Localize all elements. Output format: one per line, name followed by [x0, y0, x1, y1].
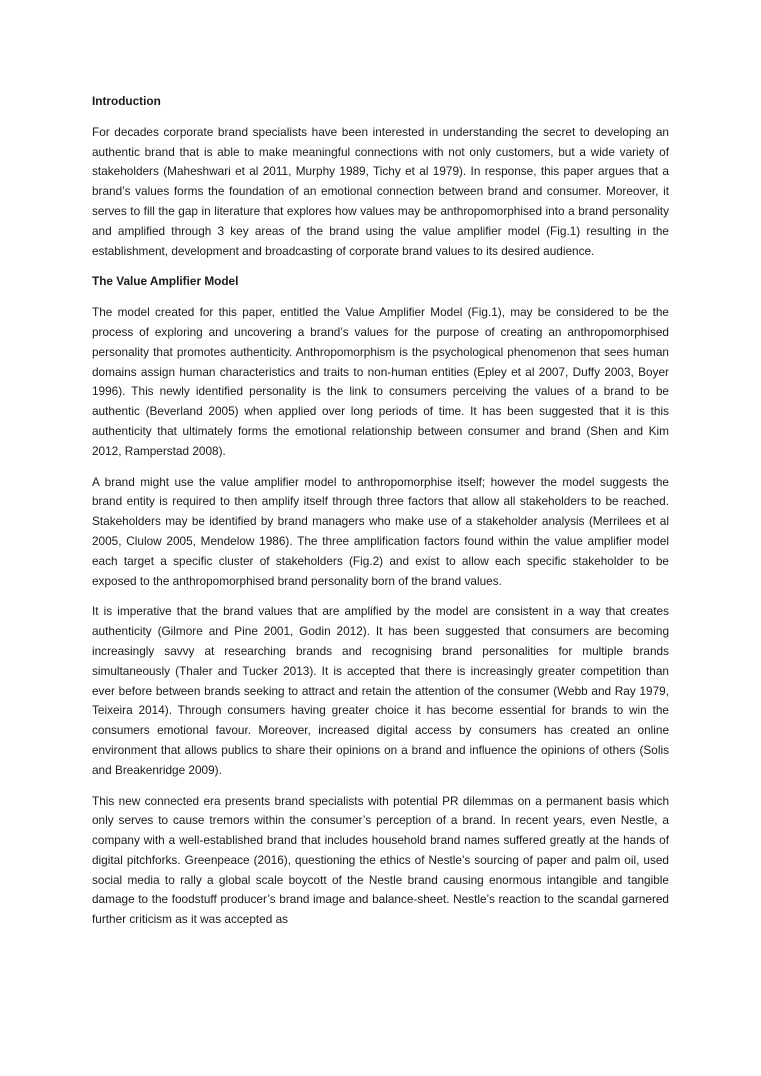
paragraph-model-definition: The model created for this paper, entitled the Value Amplifier Model (Fig.1), may be considered to be the process of exploring and uncovering a brand’s values for the purpose of creating an anthropomorphised personality that promotes authenticity. Anthropomorphism is the psychological phenomenon that sees human domains assign human characteristics and traits to non-human entities (Epley et al 2007, Duffy 2003, Boyer 1996). This newly identified personality is the link to consumers perceiving the values of a brand to be authentic (Beverland 2005) when applied over long periods of time. It has been suggested that it is this authenticity that ultimately forms the emotional relationship between consumer and brand (Shen and Kim 2012, Ramperstad 2008). — [92, 305, 669, 458]
section-heading-value-amplifier-model: The Value Amplifier Model — [92, 274, 239, 289]
paragraph-amplification-factors: A brand might use the value amplifier model to anthropomorphise itself; however the model suggests the brand entity is required to then amplify itself through three factors that allow all stakeholders to be reached. Stakeholders may be identified by brand managers who make use of a stakeholder analysis (Merrilees et al 2005, Clulow 2005, Mendelow 1986). The three amplification factors found within the value amplifier model each target a specific cluster of stakeholders (Fig.2) and exist to allow each specific stakeholder to be exposed to the anthropomorphised brand personality born of the brand values. — [92, 474, 669, 588]
document-body — [92, 92, 669, 930]
paragraph-authenticity: It is imperative that the brand values that are amplified by the model are consistent in a way that creates authenticity (Gilmore and Pine 2001, Godin 2012). It has been suggested that consumers are becoming increasingly savvy at researching brands and recognising brand personalities for multiple brands simultaneously (Thaler and Tucker 2013). It is accepted that there is increasingly greater competition than ever before between brands seeking to attract and retain the attention of the consumer (Webb and Ray 1979, Teixeira 2014). Through consumers having greater choice it has become essential for brands to win the consumers emotional favour. Moreover, increased digital access by consumers has created an online environment that allows publics to share their opinions on a brand and influence the opinions of others (Solis and Breakenridge 2009). — [92, 604, 669, 777]
paragraph-introduction: For decades corporate brand specialists have been interested in understanding the secret to developing an authentic brand that is able to make meaningful connections with not only customers, but a wide variety of stakeholders (Maheshwari et al 2011, Murphy 1989, Tichy et al 1979). In response, this paper argues that a brand’s values forms the foundation of an emotional connection between brand and consumer. Moreover, it serves to fill the gap in literature that explores how values may be anthropomorphised into a brand personality and amplified through 3 key areas of the brand using the value amplifier model (Fig.1) resulting in the establishment, development and broadcasting of corporate brand values to its desired audience. — [92, 124, 669, 258]
paragraph-connected-era: This new connected era presents brand specialists with potential PR dilemmas on a permanent basis which only serves to cause tremors within the consumer’s perception of a brand. In recent years, even Nestle, a company with a well-established brand that includes household brand names suffered greatly at the hands of digital pitchforks. Greenpeace (2016), questioning the ethics of Nestle’s sourcing of paper and palm oil, used social media to rally a global scale boycott of the Nestle brand causing enormous intangible and tangible damage to the foodstuff producer’s brand image and balance-sheet. Nestle’s reaction to the scandal garnered further criticism as it was accepted as — [92, 793, 669, 927]
section-heading-introduction: Introduction — [92, 94, 161, 108]
